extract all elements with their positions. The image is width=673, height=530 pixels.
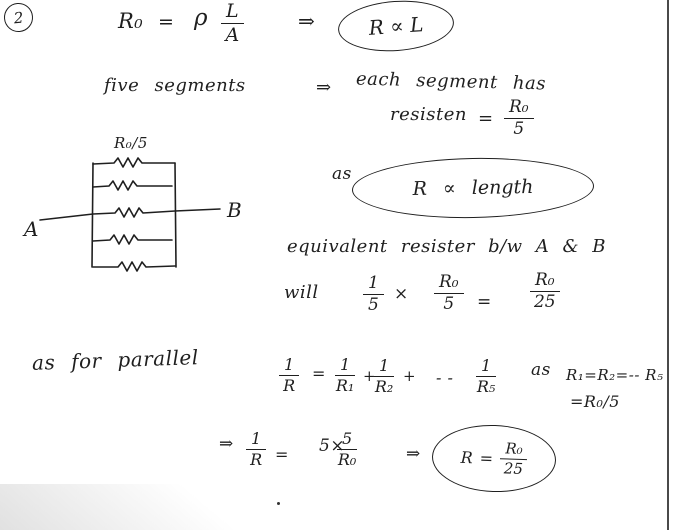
as-word: as: [332, 164, 352, 184]
fraction-denominator: A: [225, 24, 240, 46]
times-sign: ×: [394, 284, 409, 304]
page-edge-line: [667, 0, 669, 530]
circuit-resistor-label: R₀/5: [114, 134, 148, 152]
equal-resistors-value: =R₀/5: [570, 392, 620, 411]
problem-number: 2: [12, 8, 25, 27]
fraction-numerator: L: [221, 2, 244, 24]
fraction-denominator: R: [283, 376, 296, 395]
resistor-row-2: [93, 181, 172, 190]
resistor-row-3-with-ab-wire: [40, 208, 220, 220]
r0-over-25-fraction: [499, 441, 528, 477]
implies-arrow: ⇒: [406, 444, 421, 464]
fraction-denominator: 25: [503, 459, 524, 479]
r0-over-5-fraction: [504, 99, 534, 138]
fraction-denominator: R₂: [374, 377, 394, 396]
plus-sign: +: [403, 367, 417, 385]
resistor-row-5: [93, 262, 175, 271]
fraction-denominator: R: [250, 450, 263, 469]
equals-sign: =: [478, 108, 494, 129]
equal-resistors-note: R₁=R₂=-- R₅: [566, 366, 664, 384]
fraction-numerator: 1: [279, 357, 299, 376]
one-over-r-fraction: [246, 431, 266, 468]
fraction-numerator: 1: [476, 358, 496, 377]
resistor-row-4: [93, 235, 172, 244]
ladder-right-rail: [175, 163, 176, 267]
resistivity-equals: =: [158, 11, 175, 33]
final-answer-lhs: R: [460, 447, 474, 468]
equivalent-resistance-text: equivalent resister b/w A & B: [287, 236, 606, 257]
fraction-denominator: 5: [513, 119, 525, 139]
length-note-text: R ∝ length: [412, 175, 534, 201]
terminal-a-label: A: [24, 217, 39, 241]
implies-arrow: ⇒: [316, 77, 332, 98]
fraction-numerator: R₀: [504, 99, 534, 119]
length-over-area-fraction: [221, 2, 244, 45]
ladder-left-rail: [92, 163, 93, 267]
fraction-denominator: R₀: [337, 450, 357, 469]
fraction-denominator: R₅: [476, 377, 496, 396]
equals-sign: =: [275, 445, 289, 464]
proportionality-text: R ∝ L: [367, 12, 425, 40]
r0-over-5-fraction: [434, 274, 464, 313]
fraction-numerator: 5: [337, 431, 357, 450]
one-over-r2-fraction: [374, 358, 394, 395]
fraction-numerator: 1: [374, 358, 394, 377]
one-over-r1-fraction: [335, 357, 355, 394]
fraction-numerator: 1: [246, 431, 266, 450]
rho-symbol: ρ: [194, 5, 209, 31]
fraction-denominator: R₁: [335, 376, 355, 395]
five-over-r0-fraction: [337, 431, 357, 468]
ellipsis-dashes: - -: [436, 368, 454, 387]
r0-over-25-fraction: [530, 272, 560, 311]
fraction-denominator: 5: [368, 295, 379, 315]
five-times-coefficient: 5×: [319, 436, 346, 456]
terminal-b-label: B: [227, 198, 243, 222]
resistance-word: resisten: [390, 104, 467, 125]
scan-shadow: [0, 484, 340, 530]
equals-sign: =: [477, 292, 492, 312]
each-segment-text: each segment has: [355, 68, 547, 95]
implies-arrow: ⇒: [219, 434, 234, 454]
one-over-r-fraction: [279, 357, 299, 394]
fraction-numerator: 1: [363, 275, 384, 295]
implies-arrow: ⇒: [298, 9, 316, 33]
one-fifth-fraction: [363, 275, 384, 314]
fraction-numerator: R₀: [530, 272, 560, 292]
equals-sign: =: [312, 364, 326, 383]
circled-final-answer: [431, 423, 557, 494]
final-answer-equals: =: [479, 448, 494, 468]
circled-proportionality: [336, 0, 455, 55]
as-for-parallel-text: as for parallel: [31, 345, 200, 375]
fraction-denominator: 25: [533, 292, 556, 312]
will-word: will: [284, 282, 319, 303]
problem-number-badge: [3, 2, 34, 33]
as-word: as: [531, 360, 551, 380]
resistor-row-1: [93, 158, 175, 167]
resistivity-lhs: R₀: [118, 9, 144, 33]
circuit-diagram: [30, 130, 250, 280]
fraction-numerator: R₀: [500, 441, 528, 460]
one-over-r5-fraction: [476, 358, 496, 395]
circled-length-note: [351, 156, 594, 220]
ink-speck: [277, 502, 280, 505]
plus-sign: +: [363, 367, 377, 385]
fraction-denominator: 5: [443, 294, 455, 314]
fraction-numerator: R₀: [434, 274, 464, 294]
five-segments-text: five segments: [104, 75, 246, 96]
fraction-numerator: 1: [335, 357, 355, 376]
